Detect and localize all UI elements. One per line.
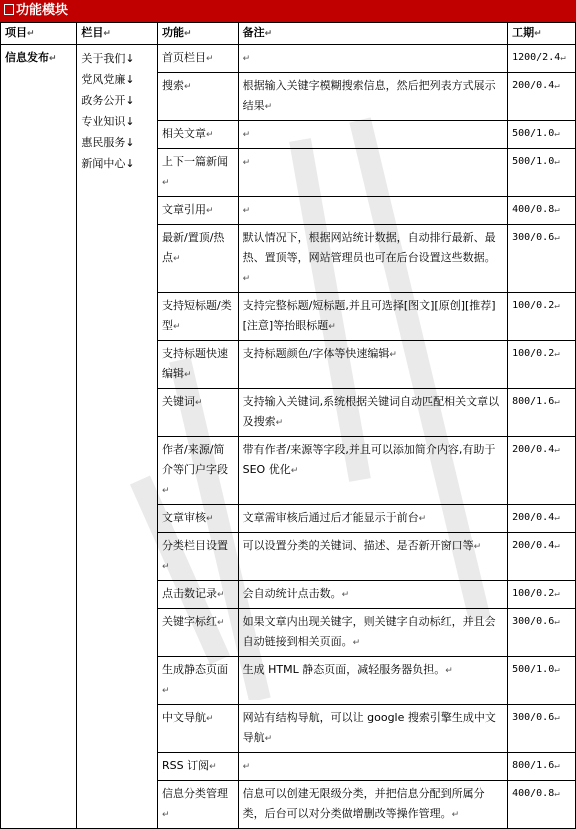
header-effort: 工期↵ <box>508 23 576 45</box>
remark-cell: 如果文章内出现关键字，则关键字自动标红，并且会自动链接到相关页面。↵ <box>238 609 507 657</box>
effort-cell: 200/0.4↵ <box>508 505 576 533</box>
effort-cell: 400/0.8↵ <box>508 781 576 829</box>
header-project: 项目↵ <box>1 23 77 45</box>
function-cell: 文章引用↵ <box>158 197 239 225</box>
column-item: 政务公开↓ <box>81 94 135 107</box>
project-cell: 信息发布↵ <box>1 45 77 829</box>
column-item: 新闻中心↓ <box>81 157 135 170</box>
header-function: 功能↵ <box>158 23 239 45</box>
anchor-icon <box>4 4 14 15</box>
effort-cell: 100/0.2↵ <box>508 341 576 389</box>
function-cell: 点击数记录↵ <box>158 581 239 609</box>
effort-cell: 800/1.6↵ <box>508 753 576 781</box>
effort-cell: 500/1.0↵ <box>508 657 576 705</box>
function-cell: 支持短标题/类型↵ <box>158 293 239 341</box>
effort-cell: 400/0.8↵ <box>508 197 576 225</box>
remark-cell: 默认情况下，根据网站统计数据，自动排行最新、最热、置顶等，网站管理员也可在后台设置这些数据。↵ <box>238 225 507 293</box>
function-cell: 信息分类管理↵ <box>158 781 239 829</box>
remark-cell: 信息可以创建无限级分类，并把信息分配到所属分类，后台可以对分类做增删改等操作管理。↵ <box>238 781 507 829</box>
section-title-bar <box>0 0 576 22</box>
function-cell: 中文导航↵ <box>158 705 239 753</box>
remark-cell: 支持输入关键词,系统根据关键词自动匹配相关文章以及搜索↵ <box>238 389 507 437</box>
remark-cell: ↵ <box>238 149 507 197</box>
function-cell: 搜索↵ <box>158 73 239 121</box>
effort-cell: 200/0.4↵ <box>508 437 576 505</box>
function-cell: 作者/来源/简介等门户字段↵ <box>158 437 239 505</box>
header-remark: 备注↵ <box>238 23 507 45</box>
effort-cell: 500/1.0↵ <box>508 149 576 197</box>
function-cell: 支持标题快速编辑↵ <box>158 341 239 389</box>
effort-cell: 300/0.6↵ <box>508 705 576 753</box>
remark-cell: 带有作者/来源等字段,并且可以添加简介内容,有助于 SEO 优化↵ <box>238 437 507 505</box>
remark-cell: 支持完整标题/短标题,并且可选择[图文][原创][推荐][注意]等抬眼标题↵ <box>238 293 507 341</box>
remark-cell: 网站有结构导航，可以让 google 搜索引擎生成中文导航↵ <box>238 705 507 753</box>
remark-cell: ↵ <box>238 121 507 149</box>
table-row <box>1 45 576 73</box>
column-list <box>77 45 158 829</box>
remark-cell: 生成 HTML 静态页面，减轻服务器负担。↵ <box>238 657 507 705</box>
function-cell: 关键字标红↵ <box>158 609 239 657</box>
effort-cell: 100/0.2↵ <box>508 581 576 609</box>
effort-cell: 100/0.2↵ <box>508 293 576 341</box>
remark-cell: 可以设置分类的关键词、描述、是否新开窗口等↵ <box>238 533 507 581</box>
column-item: 专业知识↓ <box>81 115 135 128</box>
effort-cell: 800/1.6↵ <box>508 389 576 437</box>
effort-cell: 200/0.4↵ <box>508 73 576 121</box>
column-item: 惠民服务↓ <box>81 136 135 149</box>
remark-cell: ↵ <box>238 197 507 225</box>
effort-cell: 1200/2.4↵ <box>508 45 576 73</box>
function-table <box>0 22 576 829</box>
remark-cell: ↵ <box>238 45 507 73</box>
column-item: 关于我们↓ <box>81 52 135 65</box>
header-column: 栏目↵ <box>77 23 158 45</box>
function-cell: RSS 订阅↵ <box>158 753 239 781</box>
remark-cell: ↵ <box>238 753 507 781</box>
effort-cell: 500/1.0↵ <box>508 121 576 149</box>
function-cell: 首页栏目↵ <box>158 45 239 73</box>
section-title: 功能模块 <box>16 3 69 18</box>
remark-cell: 会自动统计点击数。↵ <box>238 581 507 609</box>
remark-cell: 根据输入关键字模糊搜索信息，然后把列表方式展示结果↵ <box>238 73 507 121</box>
function-cell: 分类栏目设置↵ <box>158 533 239 581</box>
effort-cell: 200/0.4↵ <box>508 533 576 581</box>
remark-cell: 文章需审核后通过后才能显示于前台↵ <box>238 505 507 533</box>
function-cell: 上下一篇新闻↵ <box>158 149 239 197</box>
function-cell: 最新/置顶/热点↵ <box>158 225 239 293</box>
function-cell: 相关文章↵ <box>158 121 239 149</box>
function-cell: 生成静态页面↵ <box>158 657 239 705</box>
effort-cell: 300/0.6↵ <box>508 225 576 293</box>
remark-cell: 支持标题颜色/字体等快速编辑↵ <box>238 341 507 389</box>
function-cell: 关键词↵ <box>158 389 239 437</box>
column-item: 党风党廉↓ <box>81 73 135 86</box>
effort-cell: 300/0.6↵ <box>508 609 576 657</box>
header-row <box>1 23 576 45</box>
function-cell: 文章审核↵ <box>158 505 239 533</box>
